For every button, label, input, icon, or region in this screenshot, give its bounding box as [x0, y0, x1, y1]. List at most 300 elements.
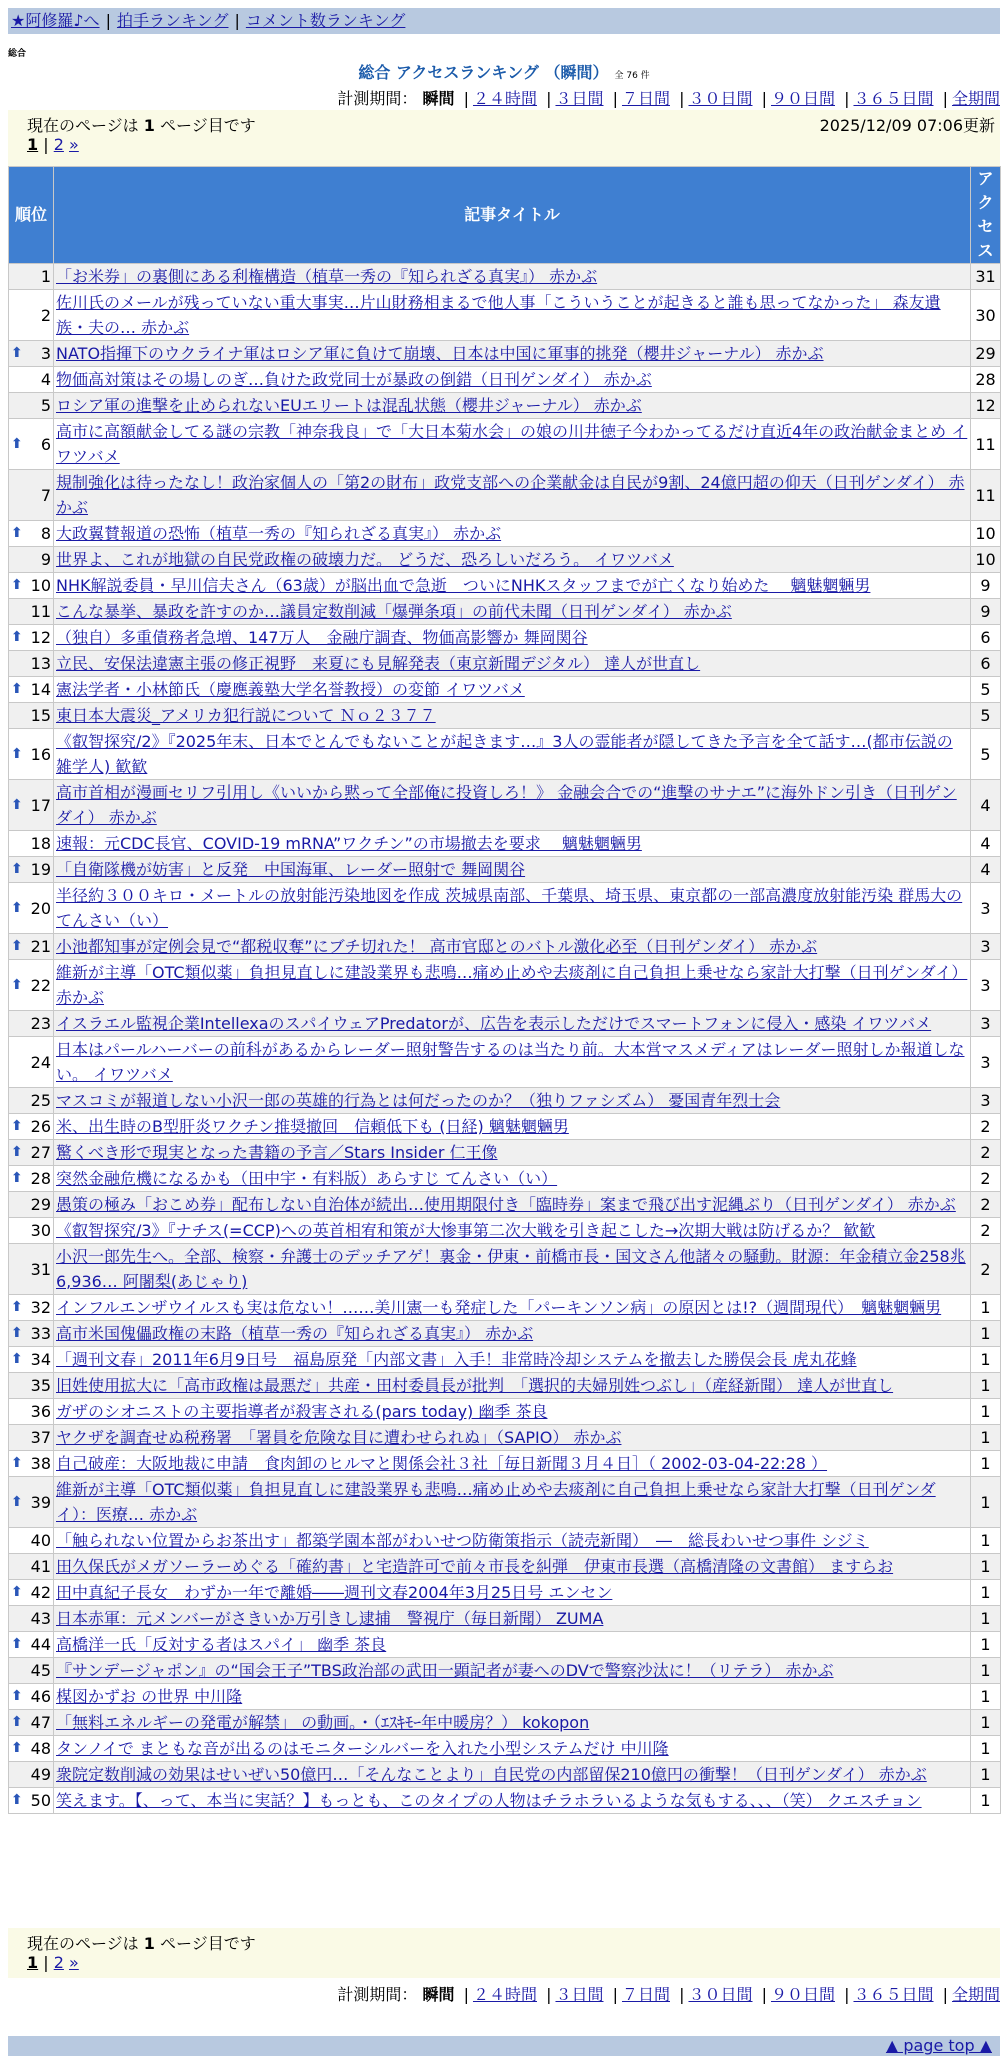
up-arrow-icon: ⬆: [11, 525, 23, 541]
table-row: [9, 780, 1001, 831]
access-count: 10: [971, 521, 1001, 547]
article-link[interactable]: NATO指揮下のウクライナ軍はロシア軍に負けて崩壊、日本は中国に軍事的挑発（櫻井ジャーナル） 赤かぶ: [56, 344, 824, 363]
article-link[interactable]: ロシア軍の進撃を止められないEUエリートは混乱状態（櫻井ジャーナル） 赤かぶ: [56, 396, 642, 415]
access-count: 3: [971, 883, 1001, 934]
access-count: 31: [971, 264, 1001, 290]
table-row: [9, 1580, 1001, 1606]
up-arrow-icon: ⬆: [11, 629, 23, 645]
article-link[interactable]: 米、出生時のB型肝炎ワクチン推奨撤回 信頼低下も (日経) 魑魅魍魎男: [56, 1117, 569, 1136]
access-count: 1: [971, 1580, 1001, 1606]
article-link[interactable]: 「自衛隊機が妨害」と反発 中国海軍、レーダー照射で 舞岡関谷: [56, 860, 526, 879]
article-link[interactable]: 維新が主導「OTC類似薬」負担見直しに建設業界も悲鳴…痛め止めや去痰剤に自己負担上乗せなら家計大打撃（日刊ゲンダイ）：医療… 赤かぶ: [56, 1480, 936, 1524]
period-all-link[interactable]: 全期間: [951, 1985, 1000, 2004]
rank-cell: [9, 1477, 54, 1528]
title-cell: [54, 677, 971, 703]
rank-number: 45: [30, 1661, 51, 1680]
table-row: [9, 573, 1001, 599]
title-cell: [54, 1373, 971, 1399]
up-arrow-icon: ⬆: [11, 899, 23, 916]
access-count: 1: [971, 1321, 1001, 1347]
page-2-link[interactable]: 2: [53, 135, 64, 154]
bottom-nav-bar: [8, 2036, 1000, 2056]
rank-number: 41: [30, 1557, 51, 1576]
pagination: 1 | 2 »: [27, 135, 79, 154]
article-link[interactable]: 日本赤軍：元メンバーがさきいか万引きし逮捕 警視庁（毎日新聞） ZUMA: [56, 1609, 604, 1628]
article-link[interactable]: 規制強化は待ったなし！政治家個人の「第2の財布」政党支部への企業献金は自民が9割、24億円超の仰天（日刊ゲンダイ） 赤かぶ: [56, 473, 965, 517]
rank-cell: [9, 367, 54, 393]
rank-number: 14: [30, 680, 51, 699]
access-count: 2: [971, 1114, 1001, 1140]
rank-number: 42: [30, 1583, 51, 1602]
rank-number: 28: [30, 1169, 51, 1188]
period-3d-link[interactable]: ３日間: [555, 1985, 604, 2004]
rank-number: 1: [40, 267, 51, 286]
access-count: 9: [971, 573, 1001, 599]
page-2-link[interactable]: 2: [53, 1953, 64, 1972]
rank-cell: [9, 1114, 54, 1140]
title-cell: [54, 393, 971, 419]
title-cell: [54, 1166, 971, 1192]
access-count: 1: [971, 1528, 1001, 1554]
article-link[interactable]: 『サンデージャポン』の“国会王子”TBS政治部の武田一顕記者が妻へのDVで警察沙汰に！（リテラ） 赤かぶ: [56, 1661, 834, 1680]
category-label: 総合: [8, 49, 27, 59]
table-row: [9, 1528, 1001, 1554]
access-count: 3: [971, 960, 1001, 1011]
title-cell: [54, 521, 971, 547]
access-count: 1: [971, 1658, 1001, 1684]
access-count: 11: [971, 470, 1001, 521]
table-row: [9, 393, 1001, 419]
title-cell: [54, 1295, 971, 1321]
article-link[interactable]: 「お米券」の裏側にある利権構造（植草一秀の『知られざる真実』） 赤かぶ: [56, 267, 598, 286]
rank-cell: [9, 651, 54, 677]
table-row: [9, 1295, 1001, 1321]
nav-separator: |: [105, 11, 111, 30]
period-current: 瞬間: [422, 1985, 455, 2004]
title-cell: [54, 1037, 971, 1088]
table-row: [9, 1140, 1001, 1166]
period-all-link[interactable]: 全期間: [951, 89, 1000, 108]
rank-cell: [9, 1166, 54, 1192]
title-cell: [54, 934, 971, 960]
table-row: [9, 1166, 1001, 1192]
article-link[interactable]: 《叡智探究/2》『2025年末、日本でとんでもないことが起きます…』3人の霊能者が隠してきた予言を全て話す…(都市伝説の雑学人) 歓歓: [56, 732, 953, 776]
article-link[interactable]: ヤクザを調査せぬ税務署 「署員を危険な目に遭わせられぬ」（SAPIO） 赤かぶ: [56, 1428, 622, 1447]
period-90d-link[interactable]: ９０日間: [770, 89, 835, 108]
article-link[interactable]: 楳図かずお の世界 中川隆: [56, 1687, 243, 1706]
rank-number: 15: [30, 706, 51, 725]
current-page-text: 現在のページは 1 ページ目です: [27, 116, 256, 135]
article-link[interactable]: 高市米国傀儡政権の末路（植草一秀の『知られざる真実』） 赤かぶ: [56, 1324, 534, 1343]
rank-cell: [9, 934, 54, 960]
article-link[interactable]: 高橋洋一氏「反対する者はスパイ」 幽季 茶良: [56, 1635, 387, 1654]
title-cell: [54, 1321, 971, 1347]
table-row: [9, 1011, 1001, 1037]
rank-cell: [9, 1011, 54, 1037]
table-row: [9, 1037, 1001, 1088]
table-row: [9, 934, 1001, 960]
article-link[interactable]: 驚くべき形で現実となった書籍の予言／Stars Insider 仁王像: [56, 1143, 498, 1162]
up-arrow-icon: ⬆: [11, 577, 23, 593]
home-link[interactable]: ★阿修羅♪へ: [11, 11, 100, 30]
title-cell: [54, 470, 971, 521]
article-link[interactable]: 小沢一郎先生へ。全部、検察・弁護士のデッチアゲ！裏金・伊東・前橋市長・国文さん他諸々の騒動。財源：年金積立金258兆6,936… 阿闍梨(あじゃり): [56, 1247, 966, 1291]
rank-number: 9: [40, 550, 51, 569]
page-title-text: 総合 アクセスランキング （瞬間）: [358, 63, 609, 82]
table-row: [9, 960, 1001, 1011]
article-link[interactable]: インフルエンザウイルスも実は危ない！……美川憲一も発症した「パーキンソン病」の原因とは!?（週間現代） 魑魅魍魎男: [56, 1298, 942, 1317]
rank-cell: [9, 264, 54, 290]
title-cell: [54, 1140, 971, 1166]
rank-cell: [9, 1736, 54, 1762]
access-count: 5: [971, 703, 1001, 729]
title-cell: [54, 290, 971, 341]
title-cell: [54, 1088, 971, 1114]
period-365d-link[interactable]: ３６５日間: [853, 1985, 934, 2004]
rank-number: 8: [40, 524, 51, 543]
rank-cell: [9, 1295, 54, 1321]
rank-number: 2: [40, 305, 51, 325]
updated-timestamp: 2025/12/09 07:06更新: [819, 116, 995, 135]
title-cell: [54, 341, 971, 367]
rank-cell: [9, 1554, 54, 1580]
access-count: 1: [971, 1347, 1001, 1373]
access-count: 2: [971, 1140, 1001, 1166]
title-cell: [54, 1684, 971, 1710]
rank-number: 12: [30, 628, 51, 647]
period-365d-link[interactable]: ３６５日間: [853, 89, 934, 108]
rank-cell: [9, 1373, 54, 1399]
access-count: 10: [971, 547, 1001, 573]
article-link[interactable]: 自己破産：大阪地裁に申請 食肉卸のヒルマと関係会社３社［毎日新聞３月４日］（ 2002-03-04-22:28 ）: [56, 1454, 828, 1473]
page-info-bottom: [8, 1928, 1000, 1978]
rank-number: 25: [30, 1091, 51, 1110]
title-cell: [54, 1632, 971, 1658]
title-cell: [54, 1658, 971, 1684]
table-row: [9, 1451, 1001, 1477]
up-arrow-icon: ⬆: [11, 976, 23, 993]
title-cell: [54, 1451, 971, 1477]
rank-number: 32: [30, 1298, 51, 1317]
rank-cell: [9, 599, 54, 625]
current-page-text: 現在のページは 1 ページ目です: [27, 1934, 256, 1953]
article-link[interactable]: 笑えます。【、って、本当に実話？】もっとも、このタイプの人物はチラホラいるような気もする、、、（笑） クエスチョン: [56, 1791, 922, 1810]
access-count: 11: [971, 419, 1001, 470]
article-link[interactable]: 立民、安保法違憲主張の修正視野 来夏にも見解発表（東京新聞デジタル） 達人が世直し: [56, 654, 701, 673]
rank-cell: [9, 1788, 54, 1814]
title-cell: [54, 547, 971, 573]
up-arrow-icon: ⬆: [11, 1351, 23, 1367]
table-row: [9, 1373, 1001, 1399]
rank-number: 37: [30, 1428, 51, 1447]
access-count: 5: [971, 729, 1001, 780]
table-row: [9, 341, 1001, 367]
article-link[interactable]: タンノイで まともな音が出るのはモニターシルバーを入れた小型システムだけ 中川隆: [56, 1739, 669, 1758]
title-cell: [54, 857, 971, 883]
title-cell: [54, 1762, 971, 1788]
page-1-current: 1: [27, 1953, 39, 1972]
title-cell: [54, 1347, 971, 1373]
rank-cell: [9, 1037, 54, 1088]
rank-cell: [9, 1244, 54, 1295]
page-info-top: [8, 110, 1000, 166]
access-count: 1: [971, 1373, 1001, 1399]
rank-cell: [9, 1580, 54, 1606]
article-link[interactable]: 旧姓使用拡大に「高市政権は最悪だ」共産・田村委員長が批判 「選択的夫婦別姓つぶし」（産経新聞） 達人が世直し: [56, 1376, 894, 1395]
table-row: [9, 1554, 1001, 1580]
access-count: 2: [971, 1218, 1001, 1244]
table-row: [9, 419, 1001, 470]
title-cell: [54, 1477, 971, 1528]
article-link[interactable]: 半径約３００キロ・メートルの放射能汚染地図を作成 茨城県南部、千葉県、埼玉県、東京都の一部高濃度放射能汚染 群馬大の てんさい（い）: [56, 886, 963, 930]
article-link[interactable]: 東日本大震災_アメリカ犯行説について Ｎｏ２３７７: [56, 706, 436, 725]
rank-cell: [9, 1451, 54, 1477]
title-cell: [54, 367, 971, 393]
rank-number: 46: [30, 1687, 51, 1706]
rank-number: 21: [30, 937, 51, 956]
title-cell: [54, 883, 971, 934]
table-row: [9, 264, 1001, 290]
rank-number: 34: [30, 1350, 51, 1369]
access-header: アクセス: [971, 167, 1001, 264]
table-row: [9, 290, 1001, 341]
page-top-link[interactable]: ▲ page top ▲: [885, 2036, 992, 2055]
up-arrow-icon: ⬆: [11, 938, 23, 954]
access-count: 1: [971, 1788, 1001, 1814]
rank-cell: [9, 521, 54, 547]
rank-number: 26: [30, 1117, 51, 1136]
rank-number: 27: [30, 1143, 51, 1162]
article-link[interactable]: 田久保氏がメガソーラーめぐる「確約書」と宅造許可で前々市長を糾弾 伊東市長選（高橋清隆の文書館） ますらお: [56, 1557, 894, 1576]
table-row: [9, 470, 1001, 521]
title-cell: [54, 599, 971, 625]
access-count: 4: [971, 831, 1001, 857]
period-selector-top: 計測期間： 瞬間 | ２４時間 | ３日間 | ７日間 | ３０日間 | ９０日間 | ３６５日間 | 全期間: [337, 89, 1000, 108]
rank-number: 40: [30, 1531, 51, 1550]
table-row: [9, 599, 1001, 625]
rank-number: 13: [30, 654, 51, 673]
access-count: 9: [971, 599, 1001, 625]
total-count: 全 76 件: [614, 71, 650, 81]
access-count: 4: [971, 780, 1001, 831]
period-3d-link[interactable]: ３日間: [555, 89, 604, 108]
access-count: 1: [971, 1762, 1001, 1788]
rank-cell: [9, 1218, 54, 1244]
title-cell: [54, 831, 971, 857]
rank-cell: [9, 960, 54, 1011]
access-count: 3: [971, 1011, 1001, 1037]
article-link[interactable]: NHK解説委員・早川信夫さん（63歳）が脳出血で急逝 ついにNHKスタッフまでが亡くなり始めた 魑魅魍魎男: [56, 576, 871, 595]
article-link[interactable]: 《叡智探究/3》『ナチス(=CCP)への英首相宥和策が大惨事第二次大戦を引き起こした→次期大戦は防げるか？ 歓歓: [56, 1221, 876, 1240]
table-row: [9, 857, 1001, 883]
period-30d-link[interactable]: ３０日間: [688, 1985, 753, 2004]
rank-number: 17: [30, 795, 51, 815]
rank-number: 6: [40, 434, 51, 454]
rank-cell: [9, 780, 54, 831]
table-row: [9, 1658, 1001, 1684]
article-link[interactable]: 佐川氏のメールが残っていない重大事実…片山財務相まるで他人事「こういうことが起きると誰も思ってなかった」 森友遺族・夫の… 赤かぶ: [56, 293, 941, 337]
access-count: 1: [971, 1684, 1001, 1710]
title-cell: [54, 1114, 971, 1140]
article-link[interactable]: （独自）多重債務者急増、147万人 金融庁調査、物価高影響か 舞岡関谷: [56, 628, 588, 647]
table-row: [9, 1399, 1001, 1425]
up-arrow-icon: ⬆: [11, 1170, 23, 1186]
title-cell: [54, 1528, 971, 1554]
article-link[interactable]: ガザのシオニストの主要指導者が殺害される(pars today) 幽季 茶良: [56, 1402, 548, 1421]
rank-cell: [9, 393, 54, 419]
rank-cell: [9, 831, 54, 857]
rank-number: 10: [30, 576, 51, 595]
rank-number: 24: [30, 1052, 51, 1072]
rank-cell: [9, 1425, 54, 1451]
article-link[interactable]: 大政翼賛報道の恐怖（植草一秀の『知られざる真実』） 赤かぶ: [56, 524, 502, 543]
article-link[interactable]: 速報：元CDC長官、COVID-19 mRNA”ワクチン”の市場撤去を要求 魑魅魍魎男: [56, 834, 642, 853]
page-1-current: 1: [27, 135, 39, 154]
article-link[interactable]: 物価高対策はその場しのぎ…負けた政党同士が暴政の倒錯（日刊ゲンダイ） 赤かぶ: [56, 370, 652, 389]
table-row: [9, 367, 1001, 393]
table-row: [9, 1684, 1001, 1710]
article-link[interactable]: 突然金融危機になるかも（田中宇・有料版）あらすじ てんさい（い）: [56, 1169, 558, 1188]
rank-cell: [9, 1762, 54, 1788]
rank-cell: [9, 1347, 54, 1373]
top-nav-bar: [8, 8, 1000, 34]
table-row: [9, 729, 1001, 780]
rank-cell: [9, 1710, 54, 1736]
article-link[interactable]: 高市首相が漫画セリフ引用し《いいから黙って全部俺に投資しろ！》 金融会合での“進撃のサナエ”に海外ドン引き（日刊ゲンダイ） 赤かぶ: [56, 783, 957, 827]
access-count: 1: [971, 1399, 1001, 1425]
up-arrow-icon: ⬆: [11, 796, 23, 813]
rank-number: 19: [30, 860, 51, 879]
rank-number: 20: [30, 898, 51, 918]
up-arrow-icon: ⬆: [11, 1118, 23, 1134]
title-cell: [54, 1425, 971, 1451]
table-row: [9, 1632, 1001, 1658]
access-count: 5: [971, 677, 1001, 703]
rank-number: 29: [30, 1195, 51, 1214]
rank-cell: [9, 1399, 54, 1425]
article-link[interactable]: 維新が主導「OTC類似薬」負担見直しに建設業界も悲鳴…痛め止めや去痰剤に自己負担上乗せなら家計大打撃（日刊ゲンダイ） 赤かぶ: [56, 963, 968, 1007]
period-current: 瞬間: [422, 89, 455, 108]
access-count: 6: [971, 625, 1001, 651]
article-link[interactable]: 憲法学者・小林節氏（慶應義塾大学名誉教授）の変節 イワツバメ: [56, 680, 525, 699]
title-cell: [54, 1606, 971, 1632]
title-cell: [54, 703, 971, 729]
article-link[interactable]: イスラエル監視企業IntellexaのスパイウェアPredatorが、広告を表示しただけでスマートフォンに侵入・感染 イワツバメ: [56, 1014, 932, 1033]
article-link[interactable]: 衆院定数削減の効果はせいぜい50億円…「そんなことより」自民党の内部留保210億円の衝撃！（日刊ゲンダイ） 赤かぶ: [56, 1765, 927, 1784]
article-link[interactable]: 田中真紀子長女 わずか一年で離婚――週刊文春2004年3月25日号 エンセン: [56, 1583, 613, 1602]
article-link[interactable]: こんな暴挙、暴政を許すのか…議員定数削減「爆弾条項」の前代未聞（日刊ゲンダイ） 赤かぶ: [56, 602, 732, 621]
title-cell: [54, 1011, 971, 1037]
comment-ranking-link[interactable]: コメント数ランキング: [245, 11, 406, 30]
access-count: 3: [971, 934, 1001, 960]
period-24h-link[interactable]: ２４時間: [472, 1985, 537, 2004]
rank-number: 43: [30, 1609, 51, 1628]
rank-number: 7: [40, 485, 51, 505]
rank-number: 50: [30, 1791, 51, 1810]
article-link[interactable]: 愚策の極み「おこめ券」配布しない自治体が続出…使用期限付き「臨時券」案まで飛び出す泥縄ぶり（日刊ゲンダイ） 赤かぶ: [56, 1195, 956, 1214]
article-link[interactable]: マスコミが報道しない小沢一郎の英雄的行為とは何だったのか？（独りファシズム） 憂国青年烈士会: [56, 1091, 781, 1110]
access-count: 3: [971, 1037, 1001, 1088]
article-link[interactable]: 「週刊文春」2011年6月9日号 福島原発「内部文書」入手！非常時冷却システムを撤去した勝俣会長 虎丸花蜂: [56, 1350, 857, 1369]
nav-separator: |: [234, 11, 240, 30]
up-arrow-icon: ⬆: [11, 1636, 23, 1652]
rank-cell: [9, 857, 54, 883]
article-link[interactable]: 日本はパールハーバーの前科があるからレーダー照射警告するのは当たり前。大本営マスメディアはレーダー照射しか報道しない。 イワツバメ: [56, 1040, 965, 1084]
article-link[interactable]: 高市に高額献金してる謎の宗教「神奈我良」で「大日本菊水会」の娘の川井徳子今わかってるだけ直近4年の政治献金まとめ イワツバメ: [56, 422, 968, 466]
up-arrow-icon: ⬆: [11, 1792, 23, 1808]
title-cell: [54, 1580, 971, 1606]
table-row: [9, 1114, 1001, 1140]
rank-number: 33: [30, 1324, 51, 1343]
rank-cell: [9, 677, 54, 703]
up-arrow-icon: ⬆: [11, 1144, 23, 1160]
rank-number: 44: [30, 1635, 51, 1654]
access-count: 6: [971, 651, 1001, 677]
rank-number: 30: [30, 1221, 51, 1240]
rank-cell: [9, 1632, 54, 1658]
title-cell: [54, 729, 971, 780]
rank-cell: [9, 290, 54, 341]
title-cell: [54, 1399, 971, 1425]
access-count: 1: [971, 1554, 1001, 1580]
next-page-link[interactable]: »: [69, 1953, 79, 1972]
rank-number: 16: [30, 744, 51, 764]
table-row: [9, 1788, 1001, 1814]
access-count: 1: [971, 1606, 1001, 1632]
access-count: 1: [971, 1710, 1001, 1736]
title-cell: [54, 264, 971, 290]
period-7d-link[interactable]: ７日間: [621, 89, 670, 108]
clap-ranking-link[interactable]: 拍手ランキング: [116, 11, 229, 30]
table-row: [9, 1425, 1001, 1451]
rank-cell: [9, 419, 54, 470]
rank-cell: [9, 1088, 54, 1114]
period-90d-link[interactable]: ９０日間: [770, 1985, 835, 2004]
title-cell: [54, 573, 971, 599]
rank-header: 順位: [9, 167, 54, 264]
article-link[interactable]: 世界よ、これが地獄の自民党政権の破壊力だ。 どうだ、恐ろしいだろう。 イワツバメ: [56, 550, 674, 569]
period-24h-link[interactable]: ２４時間: [472, 89, 537, 108]
rank-number: 49: [30, 1765, 51, 1784]
access-count: 28: [971, 367, 1001, 393]
table-row: [9, 1088, 1001, 1114]
ranking-body: [9, 264, 1001, 1814]
article-link[interactable]: 「触られない位置からお茶出す」都築学園本部がわいせつ防衛策指示（読売新聞） ― 総長わいせつ事件 シジミ: [56, 1531, 869, 1550]
rank-number: 3: [40, 344, 51, 363]
rank-number: 39: [30, 1492, 51, 1512]
period-7d-link[interactable]: ７日間: [621, 1985, 670, 2004]
rank-cell: [9, 1321, 54, 1347]
access-count: 1: [971, 1451, 1001, 1477]
up-arrow-icon: ⬆: [11, 681, 23, 697]
title-cell: [54, 1192, 971, 1218]
access-count: 1: [971, 1736, 1001, 1762]
table-row: [9, 1606, 1001, 1632]
next-page-link[interactable]: »: [69, 135, 79, 154]
up-arrow-icon: ⬆: [11, 345, 23, 361]
title-cell: [54, 1710, 971, 1736]
rank-number: 36: [30, 1402, 51, 1421]
period-30d-link[interactable]: ３０日間: [688, 89, 753, 108]
up-arrow-icon: ⬆: [11, 861, 23, 877]
page-title: [0, 60, 1008, 83]
access-count: 1: [971, 1477, 1001, 1528]
rank-cell: [9, 625, 54, 651]
rank-cell: [9, 703, 54, 729]
article-link[interactable]: 小池都知事が定例会見で“都税収奪”にブチ切れた！ 高市官邸とのバトル激化必至（日刊ゲンダイ） 赤かぶ: [56, 937, 818, 956]
article-link[interactable]: 「無料エネルギーの発電が解禁」 の動画。・（ｴｽｷﾓｰ年中暖房？） kokopon: [56, 1713, 590, 1732]
title-cell: [54, 1244, 971, 1295]
